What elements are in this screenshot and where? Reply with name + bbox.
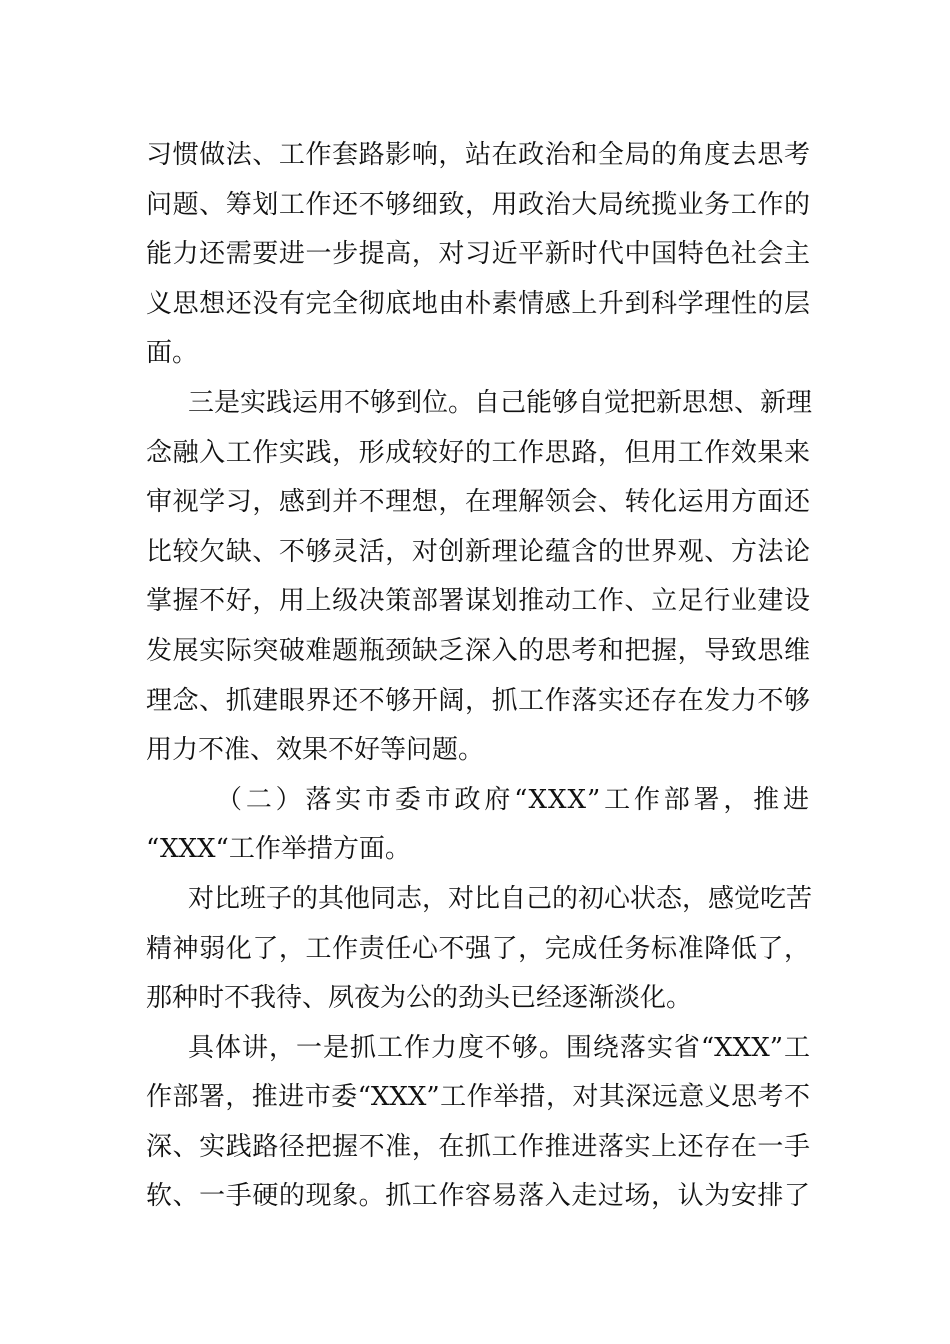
text-line: 对比班子的其他同志，对比自己的初心状态，感觉吃苦 (188, 883, 813, 914)
text-line: 面。 (146, 338, 199, 369)
text-line: 三是实践运用不够到位。自己能够自觉把新思想、新理 (188, 387, 813, 418)
text-line: 义思想还没有完全彻底地由朴素情感上升到科学理性的层 (146, 288, 810, 319)
paragraph-3 (146, 875, 813, 1024)
text-line: 用力不准、效果不好等问题。 (146, 735, 485, 766)
text-line: 理念、抓建眼界还不够开阔，抓工作落实还存在发力不够 (146, 685, 810, 716)
text-line: 审视学习，感到并不理想，在理解领会、转化运用方面还 (146, 487, 810, 518)
text-line: 精神弱化了，工作责任心不强了，完成任务标准降低了， (146, 933, 810, 964)
text-line: 念融入工作实践，形成较好的工作思路，但用工作效果来 (146, 437, 810, 468)
text-line: 问题、筹划工作还不够细致，用政治大局统揽业务工作的 (146, 189, 810, 220)
text-line: 发展实际突破难题瓶颈缺乏深入的思考和把握，导致思维 (146, 635, 810, 666)
paragraph-1 (146, 131, 810, 379)
document-body (146, 131, 813, 1222)
text-line: 能力还需要进一步提高，对习近平新时代中国特色社会主 (146, 239, 810, 270)
text-line: 作部署，推进市委“XXX”工作举措，对其深远意义思考不 (146, 1082, 810, 1113)
text-line: 比较欠缺、不够灵活，对创新理论蕴含的世界观、方法论 (146, 536, 810, 567)
text-line: 掌握不好，用上级决策部署谋划推动工作、立足行业建设 (146, 586, 810, 617)
paragraph-4 (146, 1024, 810, 1222)
text-line: 那种时不我待、夙夜为公的劲头已经逐渐淡化。 (146, 983, 693, 1014)
heading-line: （二）落实市委市政府“XXX”工作部署，推进 (216, 784, 810, 815)
text-line: 深、实践路径把握不准，在抓工作推进落实上还存在一手 (146, 1131, 810, 1162)
text-line: 软、一手硬的现象。抓工作容易落入走过场，认为安排了 (146, 1181, 810, 1212)
text-line: 习惯做法、工作套路影响，站在政治和全局的角度去思考 (146, 140, 810, 170)
section-heading (146, 776, 810, 875)
paragraph-2 (146, 379, 813, 776)
text-line: 具体讲，一是抓工作力度不够。围绕落实省“XXX”工 (188, 1032, 810, 1063)
heading-line: “XXX“工作举措方面。 (146, 834, 411, 865)
